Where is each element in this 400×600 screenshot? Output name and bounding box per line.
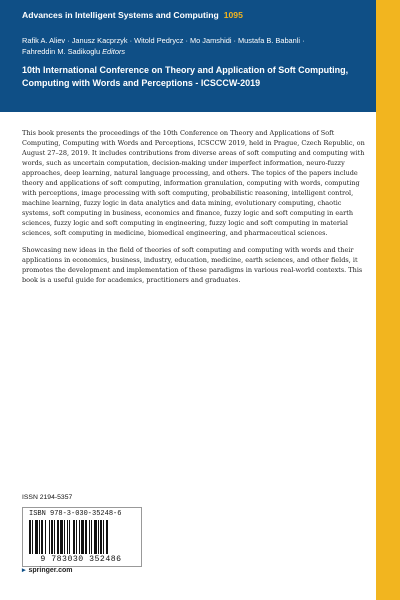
- header-band: [0, 0, 376, 112]
- authors-line-2: Fahreddin M. Sadikoglu Editors: [22, 47, 126, 56]
- blurb-paragraph-2: Showcasing new ideas in the field of theories of soft computing and computing with words and their applications in economics, business, industry, education, medicine, earth sciences, and other fields, it promotes the development and implementation of these paradigms in various real-world contexts. This book is a useful guide for academics, practitioners and graduates.: [22, 246, 363, 284]
- barcode-bars-icon: [29, 520, 133, 554]
- arrow-icon: ▸: [22, 567, 26, 574]
- editors-label: Editors: [102, 47, 126, 56]
- blurb: [22, 128, 370, 285]
- volume-number: 1095: [223, 10, 243, 20]
- issn: ISSN 2194-5357: [22, 494, 73, 501]
- blurb-paragraph-1: This book presents the proceedings of the 10th Conference on Theory and Applications of Soft Computing, Computing with Words and Perceptions, ICSCCW 2019, held in Prague, Czech Republic, on August 27–28, 2019. It includes contributions from diverse areas of soft computing and computing with words, such as uncertain computation, decision-making under imperfect information, neuro-fuzzy approaches, deep learning, natural language processing, and others. The topics of the papers include theory and applications of soft computing, information granulation, computing with words, computing with perceptions, image processing with soft computing, probabilistic reasoning, intelligent control, machine learning, fuzzy logic in data analytics and data mining, evolutionary computing, chaotic systems, soft computing in business, economics and finance, fuzzy logic and soft computing in earth sciences, fuzzy logic and soft computing in engineering, fuzzy logic and soft computing in material sciences, soft computing in medicine, biomedical engineering, and pharmaceutical sciences.: [22, 129, 365, 237]
- editors-list: [22, 35, 362, 57]
- book-title: 10th International Conference on Theory and Application of Soft Computing, Computing with Words and Perceptions - ICSCCW-2019: [22, 65, 349, 88]
- barcode-digits: 9 783030 352486: [40, 555, 122, 564]
- series-title: [22, 10, 243, 20]
- isbn-text: ISBN 978-3-030-35248-6: [29, 510, 122, 518]
- publisher-url: springer.com: [28, 567, 73, 574]
- publisher-link[interactable]: [22, 566, 72, 574]
- series-name: Advances in Intelligent Systems and Computing: [22, 10, 219, 20]
- authors-line-1: Rafik A. Aliev · Janusz Kacprzyk · Witold Pedrycz · Mo Jamshidi · Mustafa B. Babanli ·: [22, 36, 305, 45]
- barcode: [22, 507, 142, 567]
- yellow-stripe: [376, 0, 400, 600]
